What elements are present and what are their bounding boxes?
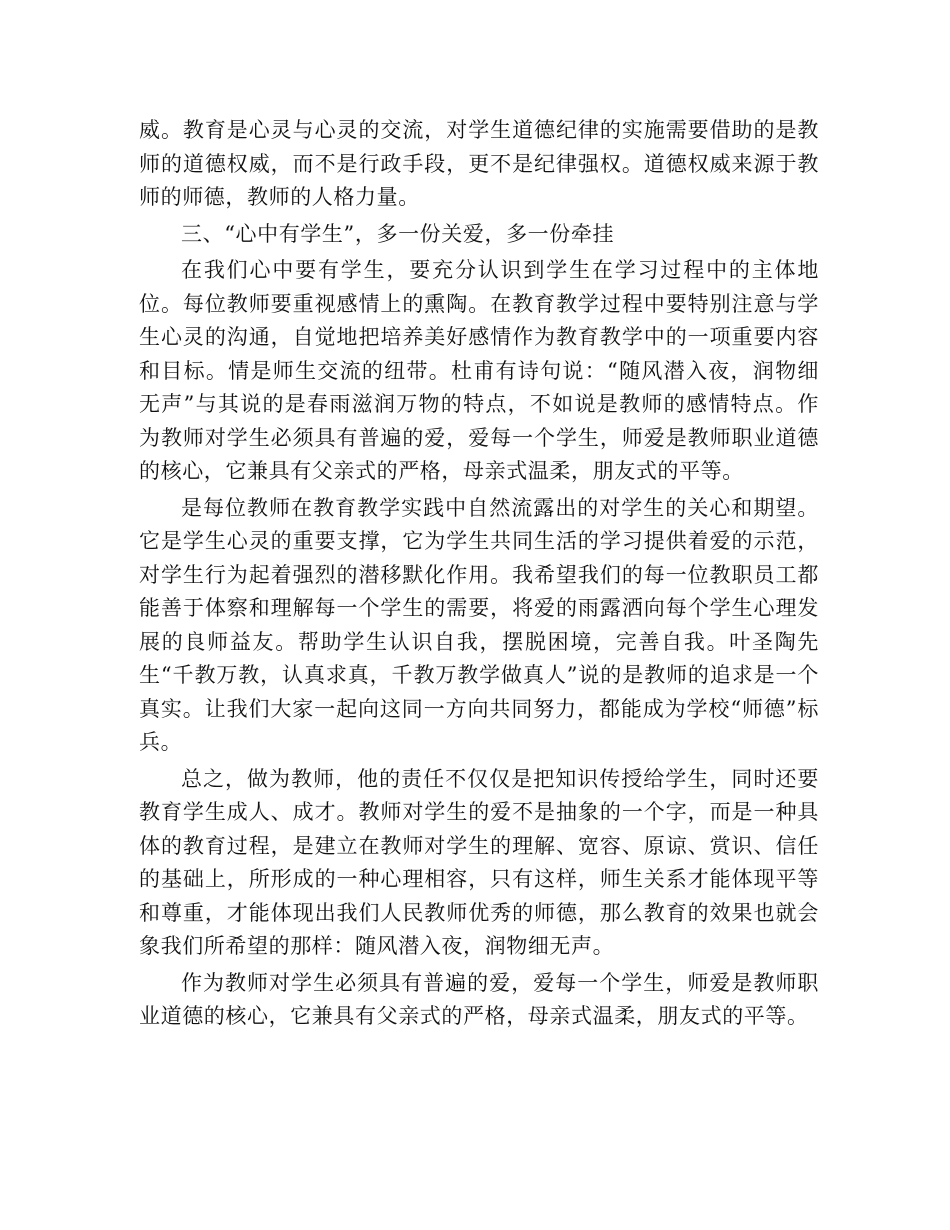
document-body [139,114,819,1037]
paragraph-summary: 总之，做为教师，他的责任不仅仅是把知识传授给学生，同时还要教育学生成人、成才。教师对学生的爱不是抽象的一个字，而是一种具体的教育过程，是建立在教师对学生的理解、宽容、原谅、赏识、信任的基础上，所形成的一种心理相容，只有这样，师生关系才能体现平等和尊重，才能体现出我们人民教师优秀的师德，那么教育的效果也就会象我们所希望的那样：随风潜入夜，润物细无声。 [139,766,819,958]
section-heading: 三、“心中有学生”，多一份关爱，多一份牵挂 [181,221,615,246]
paragraph-students-in-heart: 在我们心中要有学生，要充分认识到学生在学习过程中的主体地位。每位教师要重视感情上的熏陶。在教育教学过程中要特别注意与学生心灵的沟通，自觉地把培养美好感情作为教育教学中的一项重要内容和目标。情是师生交流的纽带。杜甫有诗句说：“随风潜入夜，润物细无声”与其说的是春雨滋润万物的特点，不如说是教师的感情特点。作为教师对学生必须具有普遍的爱，爱每一个学生，师爱是教师职业道德的核心，它兼具有父亲式的严格，母亲式温柔，朋友式的平等。 [139,258,819,483]
paragraph-teacher-care: 是每位教师在教育教学实践中自然流露出的对学生的关心和期望。它是学生心灵的重要支撑，它为学生共同生活的学习提供着爱的示范，对学生行为起着强烈的潜移默化作用。我希望我们的每一位教职员工都能善于体察和理解每一个学生的需要，将爱的雨露洒向每个学生心理发展的良师益友。帮助学生认识自我，摆脱困境，完善自我。叶圣陶先生“千教万教，认真求真，千教万教学做真人”说的是教师的追求是一个真实。让我们大家一起向这同一方向共同努力，都能成为学校“师德”标兵。 [139,495,819,754]
paragraph-continuation: 威。教育是心灵与心灵的交流，对学生道德纪律的实施需要借助的是教师的道德权威，而不是行政手段，更不是纪律强权。道德权威来源于教师的师德，教师的人格力量。 [139,118,819,209]
paragraph-closing: 作为教师对学生必须具有普遍的爱，爱每一个学生，师爱是教师职业道德的核心，它兼具有父亲式的严格，母亲式温柔，朋友式的平等。 [139,970,819,1028]
